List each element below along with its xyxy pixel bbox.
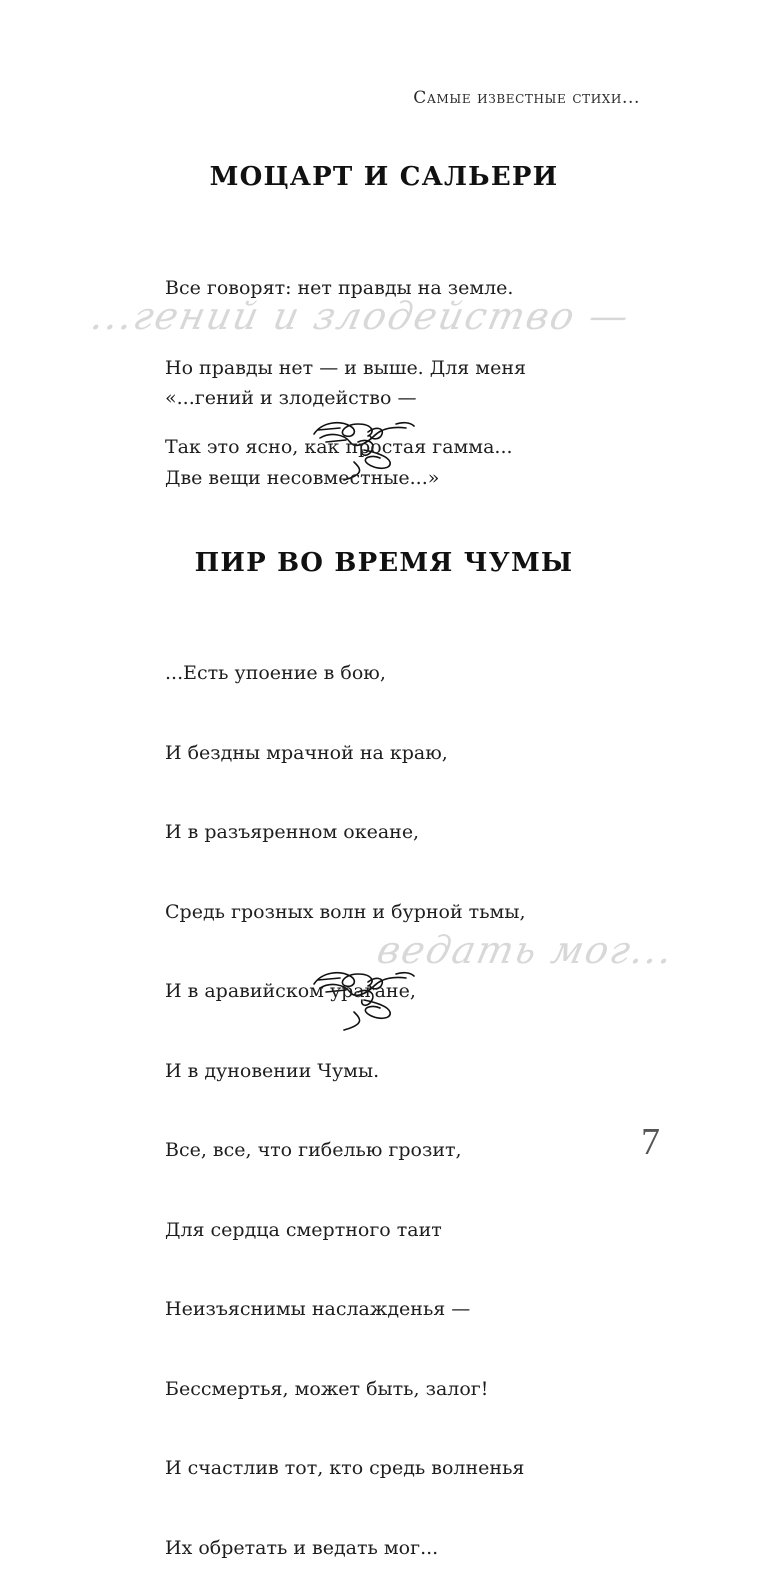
stanza xyxy=(165,332,439,518)
verse-line: Бессмертья, может быть, залог! xyxy=(165,1377,489,1400)
verse-line: Неизъяснимы наслажденья — xyxy=(165,1298,471,1320)
verse-line: И счастлив тот, кто средь волненья xyxy=(165,1457,525,1479)
verse-line: И в аравийском урагане, xyxy=(165,980,416,1002)
poem-title-feast-plague: ПИР ВО ВРЕМЯ ЧУМЫ xyxy=(194,548,574,578)
running-head: Самые известные стихи... xyxy=(413,88,640,108)
page-number: 7 xyxy=(641,1121,660,1163)
verse-line: Все, все, что гибелью грозит, xyxy=(165,1139,462,1161)
overlay-quote-handwritten: ведать мог... xyxy=(373,928,679,972)
verse-line: «...гений и злодейство — xyxy=(165,387,417,409)
verse-line: И бездны мрачной на краю, xyxy=(165,741,448,764)
verse-line: Но правды нет — и выше. Для меня xyxy=(165,356,526,379)
verse-line: ...Есть упоение в бою, xyxy=(165,662,386,684)
verse-line: И в дуновении Чумы. xyxy=(165,1059,380,1082)
stanza xyxy=(165,607,525,1588)
verse-line: Для сердца смертного таит xyxy=(165,1218,442,1241)
verse-line: Средь грозных волн и бурной тьмы, xyxy=(165,900,526,923)
verse-line: И в разъяренном океане, xyxy=(165,821,420,843)
poem-title-mozart-salieri: МОЦАРТ И САЛЬЕРИ xyxy=(209,162,559,192)
verse-line: Все говорят: нет правды на земле. xyxy=(165,277,514,299)
verse-line: Две вещи несовместные...» xyxy=(165,466,440,489)
verse-line: Так это ясно, как простая гамма... xyxy=(165,436,513,458)
overlay-quote-handwritten: ...гений и злодейство — xyxy=(87,294,635,338)
verse-line: Их обретать и ведать мог... xyxy=(165,1536,439,1559)
